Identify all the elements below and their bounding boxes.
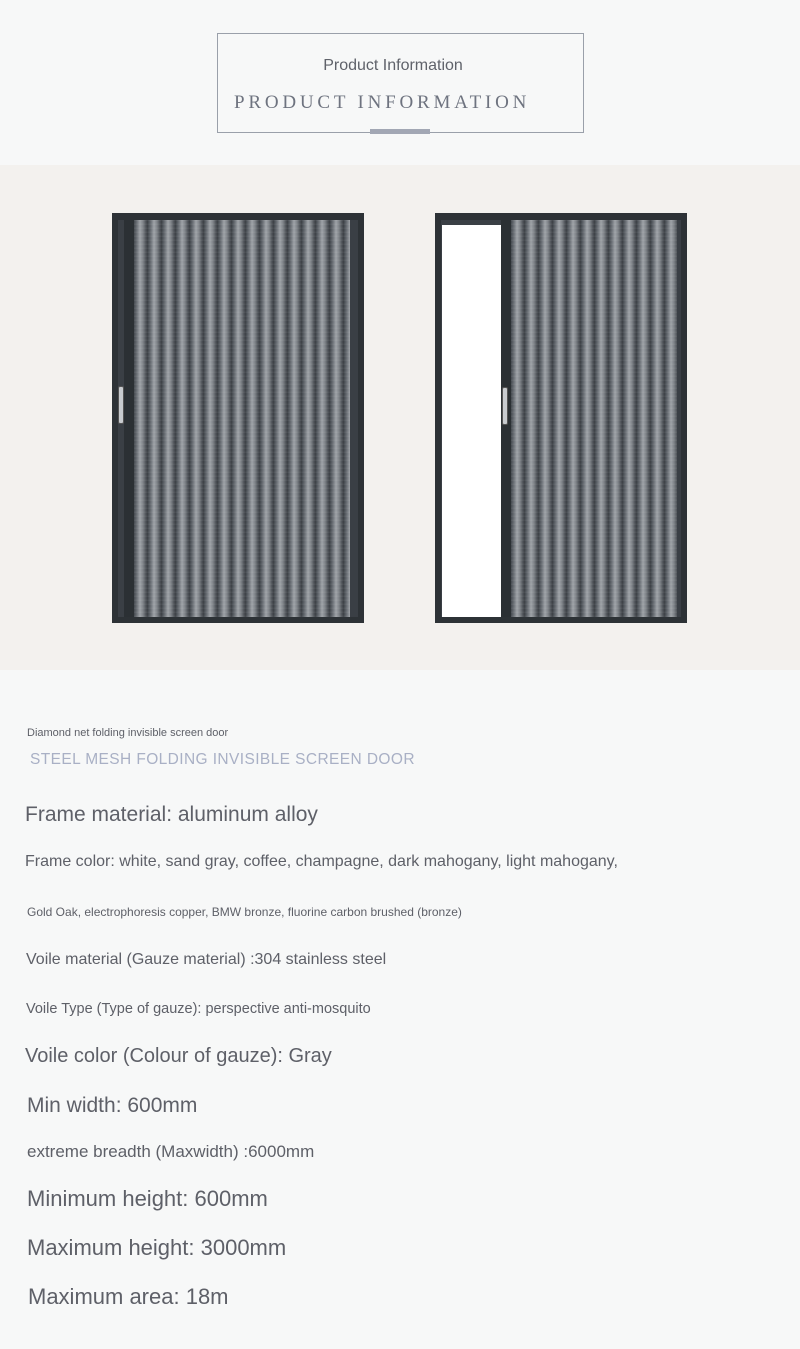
folding-screen-door-closed-image (112, 213, 364, 623)
spec-frame-color-cont: Gold Oak, electrophoresis copper, BMW bronze, fluorine carbon brushed (bronze) (27, 905, 462, 919)
spec-voile-type: Voile Type (Type of gauze): perspective anti-mosquito (26, 1001, 371, 1017)
section-title: Product Information (323, 57, 463, 74)
spec-voile-color: Voile color (Colour of gauze): Gray (25, 1045, 332, 1067)
door-opening (442, 225, 501, 617)
product-specs (0, 670, 800, 1349)
door-handle (118, 386, 124, 424)
section-title-en: PRODUCT INFORMATION (234, 92, 531, 113)
spec-max-area: Maximum area: 18m (28, 1284, 229, 1309)
door-post (124, 220, 134, 617)
spec-max-width: extreme breadth (Maxwidth) :6000mm (27, 1142, 315, 1161)
pleated-mesh (511, 220, 677, 617)
spec-max-height: Maximum height: 3000mm (27, 1235, 287, 1260)
door-handle (502, 387, 508, 425)
product-name-en: STEEL MESH FOLDING INVISIBLE SCREEN DOOR (30, 751, 415, 768)
spec-min-height: Minimum height: 600mm (27, 1186, 268, 1211)
product-gallery (0, 165, 800, 670)
pleated-mesh (134, 220, 350, 617)
title-frame (217, 33, 584, 133)
spec-voile-material: Voile material (Gauze material) :304 stainless steel (26, 951, 387, 968)
folding-screen-door-open-image (435, 213, 687, 623)
page-header (0, 0, 800, 165)
product-name: Diamond net folding invisible screen door (27, 727, 229, 739)
spec-frame-material: Frame material: aluminum alloy (25, 803, 318, 826)
spec-min-width: Min width: 600mm (27, 1094, 198, 1117)
spec-frame-color: Frame color: white, sand gray, coffee, champagne, dark mahogany, light mahogany, (25, 853, 618, 870)
title-underline (370, 129, 430, 134)
